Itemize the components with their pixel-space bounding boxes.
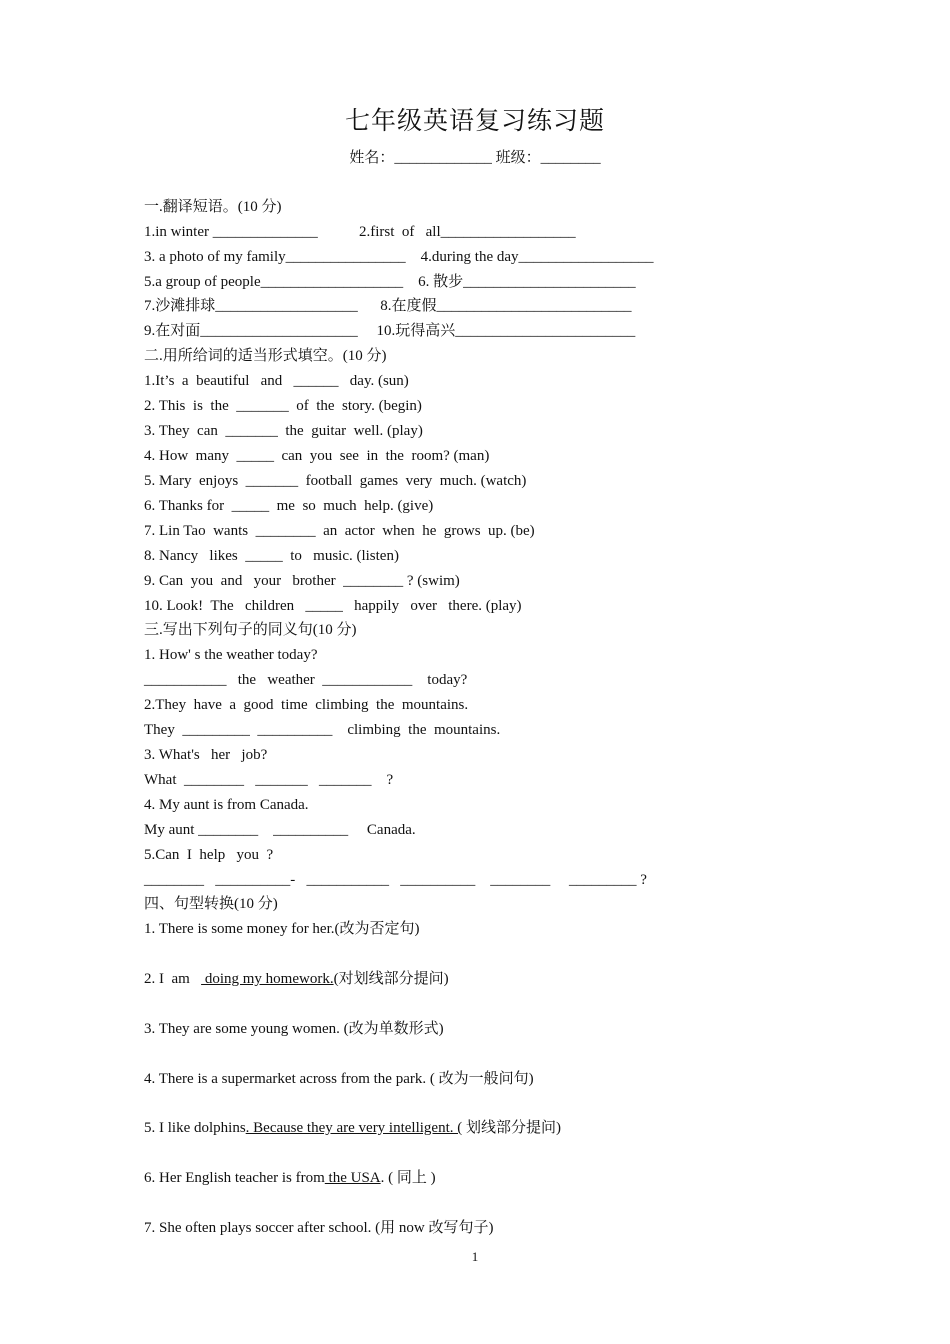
question-text: 2. I am	[144, 971, 202, 987]
section-4-question-4: 4. There is a supermarket across from the park. ( 改为一般问句)	[144, 1071, 534, 1087]
section-4-question-5	[144, 1118, 561, 1138]
section-1-line: 1.in winter ______________ 2.first of all__________________	[144, 224, 576, 240]
question-instruction: (对划线部分提问)	[333, 971, 449, 987]
underlined-text: doing my homework.	[201, 971, 334, 987]
section-3-line: ___________ the weather ____________ today?	[144, 672, 468, 688]
section-3-line: They _________ __________ climbing the mountains.	[144, 722, 501, 738]
section-2-line: 8. Nancy likes _____ to music. (listen)	[144, 548, 399, 564]
section-4-question-2	[144, 969, 449, 989]
page-title: 七年级英语复习练习题	[344, 108, 605, 135]
section-3-line: 3. What's her job?	[144, 747, 268, 763]
section-2-line: 5. Mary enjoys _______ football games very much. (watch)	[144, 473, 527, 489]
section-2-line: 3. They can _______ the guitar well. (play)	[144, 423, 423, 439]
section-3-line: My aunt ________ __________ Canada.	[144, 822, 416, 838]
question-instruction: . ( 同上 )	[380, 1170, 436, 1186]
section-3-line: 1. How' s the weather today?	[144, 647, 318, 663]
question-instruction: 划线部分提问)	[462, 1120, 561, 1136]
section-4-heading: 四、句型转换(10 分)	[144, 896, 278, 912]
section-2-line: 7. Lin Tao wants ________ an actor when he grows up. (be)	[144, 523, 535, 539]
section-4-question-1: 1. There is some money for her.(改为否定句)	[144, 921, 420, 937]
section-1-line: 7.沙滩排球___________________ 8.在度假__________________________	[144, 298, 632, 314]
section-3-heading: 三.写出下列句子的同义句(10 分)	[144, 622, 357, 638]
section-1-heading: 一.翻译短语。(10 分)	[144, 199, 282, 215]
section-1-line: 9.在对面_____________________ 10.玩得高兴________________________	[144, 323, 636, 339]
section-2-line: 9. Can you and your brother ________ ? (swim)	[144, 573, 460, 589]
underlined-text: . Because they are very intelligent. (	[245, 1120, 463, 1136]
section-3-line: 2.They have a good time climbing the mountains.	[144, 697, 469, 713]
section-3-line: 4. My aunt is from Canada.	[144, 797, 309, 813]
section-3-line: ________ __________- ___________ __________ ________ _________ ?	[144, 872, 647, 888]
section-2-line: 6. Thanks for _____ me so much help. (give)	[144, 498, 434, 514]
underlined-text: the USA	[324, 1170, 381, 1186]
section-4-question-7: 7. She often plays soccer after school. (用 now 改写句子)	[144, 1220, 494, 1236]
section-4-question-6	[144, 1168, 436, 1188]
question-text: 5. I like dolphins	[144, 1120, 246, 1136]
section-2-heading: 二.用所给词的适当形式填空。(10 分)	[144, 348, 387, 364]
section-4-question-3: 3. They are some young women. (改为单数形式)	[144, 1021, 444, 1037]
section-2-line: 2. This is the _______ of the story. (begin)	[144, 398, 422, 414]
section-2-line: 4. How many _____ can you see in the room? (man)	[144, 448, 490, 464]
section-3-line: 5.Can I help you ?	[144, 847, 274, 863]
page-number: 1	[471, 1249, 479, 1264]
section-1-line: 5.a group of people___________________ 6. 散步_______________________	[144, 274, 636, 290]
section-1-line: 3. a photo of my family________________ 4.during the day__________________	[144, 249, 654, 265]
section-2-line: 10. Look! The children _____ happily over there. (play)	[144, 598, 522, 614]
name-class-line: 姓名：_____________ 班级：________	[349, 150, 601, 166]
question-text: 6. Her English teacher is from	[144, 1170, 325, 1186]
section-3-line: What ________ _______ _______ ?	[144, 772, 394, 788]
section-2-line: 1.It’s a beautiful and ______ day. (sun)	[144, 373, 409, 389]
